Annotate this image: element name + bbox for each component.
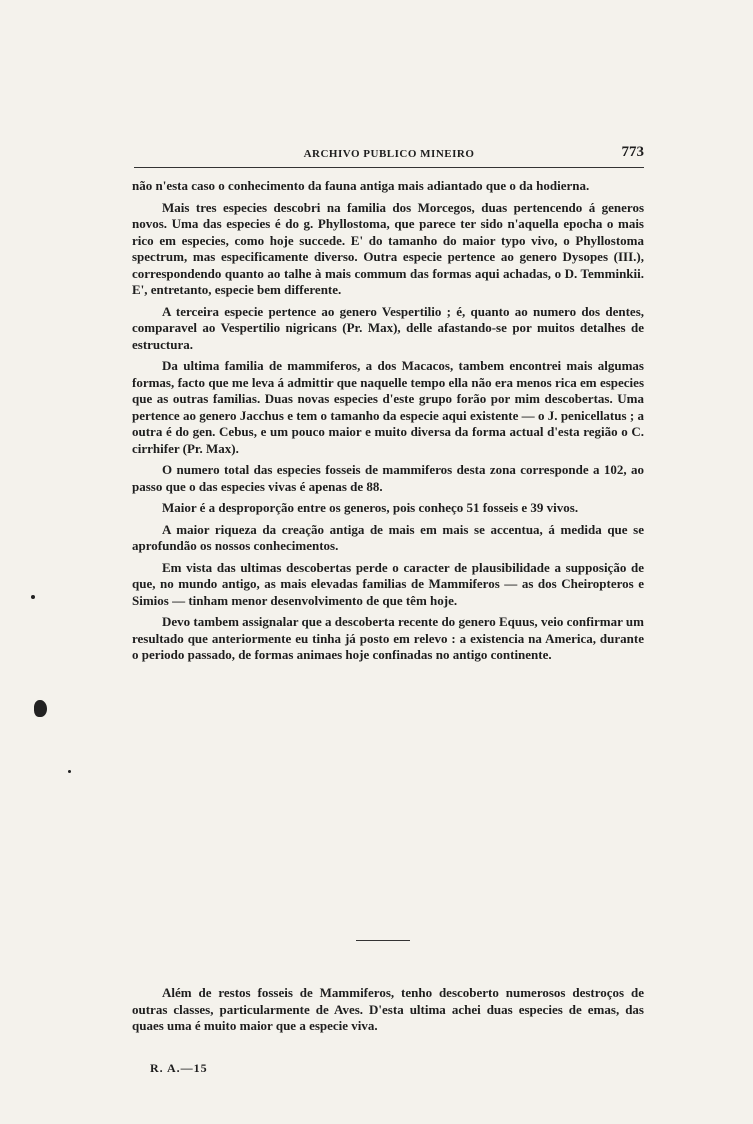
paragraph-riqueza: A maior riqueza da creação antiga de mais em mais se accentua, á medida que se aprofundão os nossos conhecimentos.: [132, 521, 644, 553]
paragraph-generos: Maior é a desproporção entre os generos, pois conheço 51 fosseis e 39 vivos.: [162, 500, 579, 515]
ink-speck: [34, 700, 47, 717]
paragraph-descobertas: Em vista das ultimas descobertas perde o caracter de plausibilidade a supposição de que, no mundo antigo, as mais elevadas familias de Mammiferos — as dos Cheiropteros e Simios — tinham menor desenvolvimento de que têm hoje.: [132, 559, 644, 608]
paragraph-total-especies: O numero total das especies fosseis de mammiferos desta zona corresponde a 102, ao passo que o das especies vivas é apenas de 88.: [132, 462, 644, 494]
section-separator: [356, 940, 410, 941]
appendix-text: [132, 985, 644, 1040]
paragraph-macacos: Da ultima familia de mammiferos, a dos Macacos, tambem encontrei mais algumas formas, facto que me leva á admittir que naquelle tempo ella não era menos rica em especies que as outras familias. Duas novas especies d'este grupo forão por mim descobertas. Uma pertence ao genero Jacchus e tem o tamanho da especie aqui existente — o J. penicellatus ; a outra é do gen. Cebus, e um pouco maior e muito diversa da forma actual d'esta região o C. cirrhifer (Pr. Max).: [132, 358, 644, 456]
signature-mark: R. A.—15: [150, 1061, 208, 1075]
ink-speck: [31, 595, 35, 599]
header-rule: [134, 167, 644, 168]
ink-speck: [68, 770, 71, 773]
paragraph-vespertilio: A terceira especie pertence ao genero Vespertilio ; é, quanto ao numero dos dentes, comparavel ao Vespertilio nigricans (Pr. Max), delle afastando-se por muitos detalhes de estructura.: [132, 303, 644, 352]
main-text: [132, 178, 644, 669]
running-title: ARCHIVO PUBLICO MINEIRO: [303, 148, 475, 160]
paragraph-aves: Além de restos fosseis de Mammiferos, tenho descoberto numerosos destroços de outras classes, particularmente de Aves. D'esta ultima achei duas especies de emas, das quaes uma é muito maior que a especie viva.: [132, 985, 644, 1033]
page-number: 773: [621, 144, 644, 160]
paragraph-equus: Devo tambem assignalar que a descoberta recente do genero Equus, veio confirmar um resultado que anteriormente eu tinha já posto em relevo : a existencia na America, durante o periodo passado, de formas animaes hoje confinadas no antigo continente.: [132, 614, 644, 662]
paragraph-continuation: não n'esta caso o conhecimento da fauna antiga mais adiantado que o da hodierna.: [132, 178, 590, 193]
running-header: [134, 142, 644, 166]
paragraph-morcegos: Mais tres especies descobri na familia dos Morcegos, duas pertencendo á generos novos. Uma das especies é do g. Phyllostoma, que parece ter sido n'aquella epocha o mais rico em especies, como hoje succede. E' do tamanho do maior typo vivo, o Phyllostoma spectrum, mas especificamente diverso. Outra especie pertence ao genero Dysopes (III.), correspondendo quanto ao talhe à mais commum das formas aqui achadas, o D. Temminkii. E', entretanto, especie bem differente.: [132, 199, 644, 297]
